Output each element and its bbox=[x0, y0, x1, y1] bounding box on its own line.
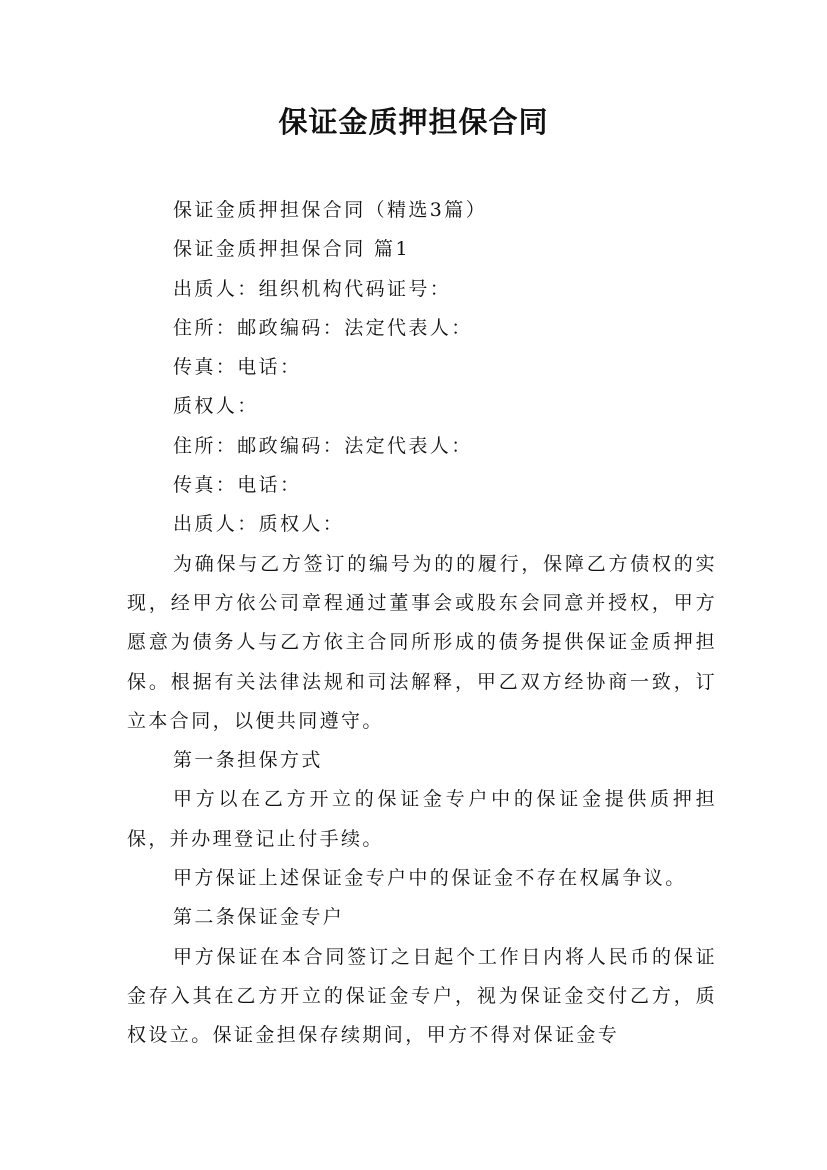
paragraph-parties: 出质人：质权人： bbox=[173, 513, 345, 536]
paragraph-preamble: 为确保与乙方签订的编号为的的履行，保障乙方债权的实现，经甲方依公司章程通过董事会或股东会同意并授权，甲方愿意为债务人与乙方依主合同所形成的债务提供保证金质押担保。根据有关法律法规和司法解释，甲乙双方经协商一致，订立本合同，以便共同遵守。 bbox=[127, 552, 717, 732]
paragraph-pledgee-info: 质权人： bbox=[173, 395, 259, 418]
paragraph-subtitle: 保证金质押担保合同（精选3篇） bbox=[173, 199, 488, 221]
document-body bbox=[127, 191, 717, 1056]
paragraph-article-1-clause-1: 甲方以在乙方开立的保证金专户中的保证金提供质押担保，并办理登记止付手续。 bbox=[127, 788, 717, 850]
document-title: 保证金质押担保合同 bbox=[278, 105, 549, 139]
paragraph-article-2-clause-1: 甲方保证在本合同签订之日起个工作日内将人民币的保证金存入其在乙方开立的保证金专户，视为保证金交付乙方，质权设立。保证金担保存续期间，甲方不得对保证金专 bbox=[127, 945, 717, 1047]
paragraph-pledgor-contact: 传真：电话： bbox=[173, 356, 302, 379]
paragraph-article-1-clause-2: 甲方保证上述保证金专户中的保证金不存在权属争议。 bbox=[173, 867, 687, 890]
paragraph-pledgor-info: 出质人：组织机构代码证号： bbox=[173, 277, 452, 300]
paragraph-pledgor-address: 住所：邮政编码：法定代表人： bbox=[173, 316, 473, 339]
paragraph-article-1-heading: 第一条担保方式 bbox=[173, 749, 323, 772]
paragraph-section-heading: 保证金质押担保合同 篇1 bbox=[173, 238, 410, 261]
paragraph-pledgee-contact: 传真：电话： bbox=[173, 474, 302, 497]
paragraph-pledgee-address: 住所：邮政编码：法定代表人： bbox=[173, 434, 473, 457]
paragraph-article-2-heading: 第二条保证金专户 bbox=[173, 906, 345, 929]
